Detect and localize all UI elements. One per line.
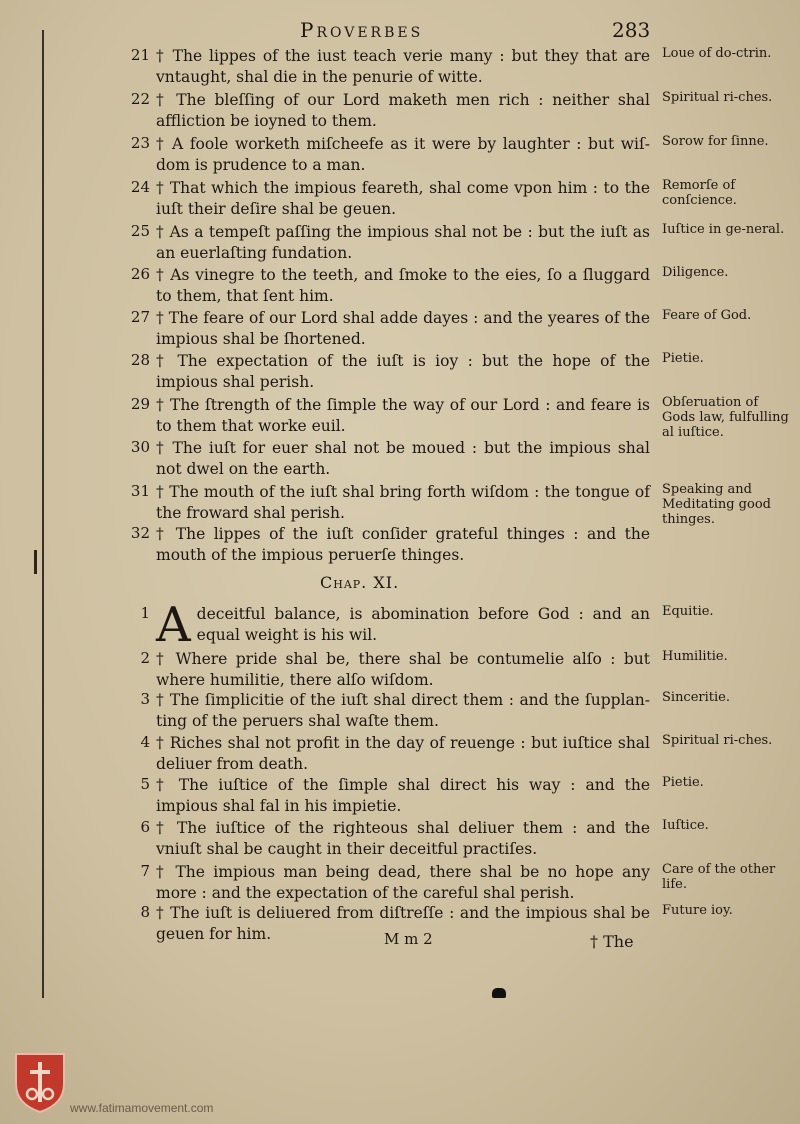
verse-text: † The bleſſing of our Lord maketh men rich : neither shal affliction be ioyned to them. — [156, 91, 650, 130]
verse-text: † The iuſt for euer shal not be moued : but the impious shal not dwel on the earth. — [156, 439, 650, 478]
margin-mark — [34, 550, 37, 574]
margin-note: Iuſtice in ge-neral. — [662, 222, 785, 237]
verse-text: † The impious man being dead, there shal be no hope any more : and the expectation of the careful shal perish. — [156, 863, 650, 902]
catchword: † The — [590, 932, 634, 951]
margin-note: Pietie. — [662, 775, 704, 790]
margin-note: Diligence. — [662, 265, 729, 280]
shield-logo-icon — [12, 1050, 68, 1114]
verse-number: 22 — [130, 90, 150, 108]
verse-number: 8 — [140, 903, 150, 921]
margin-note: Future ioy. — [662, 903, 733, 918]
margin-note: Pietie. — [662, 351, 704, 366]
verse-text: † The iuſt is deliuered from diſtreſſe : and the impious shal be geuen for him. — [156, 904, 650, 943]
verse-number: 28 — [130, 351, 150, 369]
verse-number: 24 — [130, 178, 150, 196]
running-title: Proverbes — [300, 18, 424, 42]
verse-number: 23 — [130, 134, 150, 152]
signature-mark: M m 2 — [384, 930, 433, 948]
page-number: 283 — [612, 18, 651, 42]
verse-text: † The expectation of the iuſt is ioy : but the hope of the impious shal perish. — [156, 352, 650, 391]
ink-blot — [492, 988, 506, 998]
verse-number: 3 — [140, 690, 150, 708]
verse-number: 29 — [130, 395, 150, 413]
verse-text: † As vinegre to the teeth, and ſmoke to the eies, ſo a ſluggard to them, that ſent him. — [156, 266, 650, 305]
margin-note: Speaking and Meditating good thinges. — [662, 482, 771, 527]
verse-number: 5 — [140, 775, 150, 793]
verse-text: † The ſtrength of the ſimple the way of our Lord : and feare is to them that worke euil. — [156, 396, 650, 435]
verse-number: 25 — [130, 222, 150, 240]
verse-text: † Where pride shal be, there shal be contumelie alſo : but where humilitie, there alſo wiſdom. — [156, 650, 650, 689]
margin-note: Obſeruation of Gods law, fulfulling al iuſtice. — [662, 395, 789, 440]
verse-number: 26 — [130, 265, 150, 283]
verse-text: † The iuſtice of the ſimple shal direct his way : and the impious shal fal in his impietie. — [156, 776, 650, 815]
verse-number: 1 — [140, 604, 150, 622]
verse-text: † The feare of our Lord shal adde dayes : and the yeares of the impious shal be ſhortened. — [156, 309, 650, 348]
margin-note: Care of the other life. — [662, 862, 776, 892]
verse-number: 2 — [140, 649, 150, 667]
margin-note: Sinceritie. — [662, 690, 730, 705]
verse-number: 21 — [130, 46, 150, 64]
margin-note: Iuſtice. — [662, 818, 709, 833]
verse-text: † Riches shal not profit in the day of reuenge : but iuſtice shal deliuer from death. — [156, 734, 650, 773]
margin-note: Humilitie. — [662, 649, 728, 664]
page-header — [0, 18, 800, 48]
verse-number: 32 — [130, 524, 150, 542]
verse-text: † The mouth of the iuſt shal bring forth wiſdom : the tongue of the froward shal perish. — [156, 483, 650, 522]
verse-number: 4 — [140, 733, 150, 751]
verse-body: deceitful balance, is abomination before God : and an equal weight is his wil. — [196, 605, 650, 644]
margin-note: Spiritual ri-ches. — [662, 90, 773, 105]
margin-note: Sorow for ſinne. — [662, 134, 769, 149]
margin-note: Feare of God. — [662, 308, 752, 323]
verse-text: † The iuſtice of the righteous shal deliuer them : and the vniuſt shal be caught in their deceitful practiſes. — [156, 819, 650, 858]
verse-text: † A foole worketh miſcheefe as it were by laughter : but wiſ-dom is prudence to a man. — [156, 135, 650, 174]
verse-text: † The ſimplicitie of the iuſt shal direct them : and the ſupplan-ting of the peruers shal waſte them. — [156, 691, 650, 730]
margin-note: Equitie. — [662, 604, 714, 619]
margin-note: Remorſe of conſcience. — [662, 178, 737, 208]
verse-number: 27 — [130, 308, 150, 326]
verse-number: 30 — [130, 438, 150, 456]
verse-text: † The lippes of the iuſt conſider grateful thinges : and the mouth of the impious peruerſe thinges. — [156, 525, 650, 564]
margin-note: Loue of do-ctrin. — [662, 46, 772, 61]
verse-text: † As a tempeſt paſſing the impious shal not be : but the iuſt as an euerlaſting fundation. — [156, 223, 650, 262]
chapter-heading: Chap. XI. — [320, 573, 400, 592]
drop-cap: A — [156, 597, 191, 653]
column-rule — [42, 30, 44, 998]
verse-text: † The lippes of the iust teach verie many : but they that are vntaught, shal die in the penurie of witte. — [156, 47, 650, 86]
margin-note: Spiritual ri-ches. — [662, 733, 773, 748]
verse-text: † That which the impious feareth, shal come vpon him : to the iuſt their deſire shal be geuen. — [156, 179, 650, 218]
watermark-url[interactable]: www.fatimamovement.com — [70, 1101, 214, 1115]
verse-number: 7 — [140, 862, 150, 880]
verse-text — [156, 597, 650, 653]
verse-number: 31 — [130, 482, 150, 500]
verse-number: 6 — [140, 818, 150, 836]
